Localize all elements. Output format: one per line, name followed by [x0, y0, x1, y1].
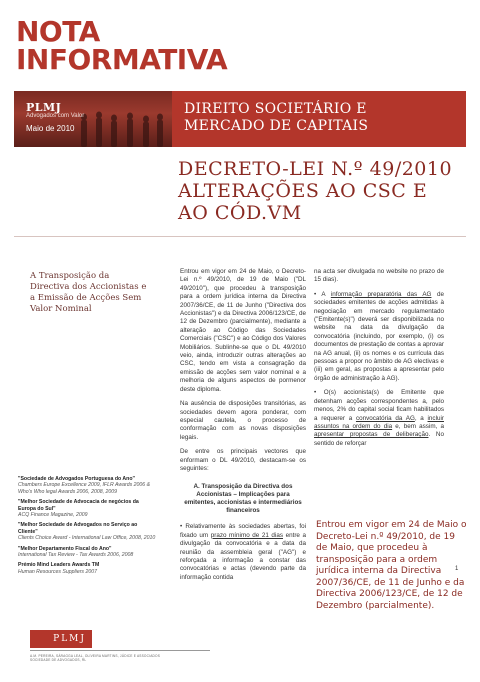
topic-line-1: DIREITO SOCIETÁRIO E: [184, 101, 367, 117]
paragraph: [180, 523, 306, 582]
award-item: [18, 499, 158, 518]
text-run: , a: [414, 414, 424, 422]
issue-date: Maio de 2010: [26, 124, 75, 133]
award-source: Human Resources Suppliers 2007: [18, 568, 98, 575]
body-column-2: [314, 268, 444, 454]
decree-title: [178, 158, 468, 224]
award-title: "Sociedade de Advogados Portuguesa do Ano": [18, 476, 135, 482]
text-run: • A: [314, 290, 326, 298]
banner-photo: [14, 91, 172, 147]
award-title: "Melhor Sociedade de Advogados no Serviço ao Cliente": [18, 522, 138, 535]
underlined-term: apresentar propostas de deliberação: [314, 431, 429, 439]
award-source: International Tax Review - Tax Awards 2006, 2008: [18, 552, 134, 559]
plmj-logo: PLMJ: [26, 101, 62, 114]
footer-plmj-logo: PLMJ: [30, 630, 92, 648]
award-item: [18, 546, 158, 559]
award-item: [18, 522, 158, 541]
footer-divider: [30, 650, 210, 651]
text-run: e, bem assim, a: [395, 422, 444, 430]
paragraph: Na ausência de disposições transitórias, as sociedades devem agora ponderar, com especial cautela, o processo de conformação com as novas disposições legais.: [180, 400, 306, 441]
paragraph: na acta ser divulgada no website no prazo de 15 dias).: [314, 268, 444, 284]
divider: [14, 236, 466, 237]
topic-line-2: MERCADO DE CAPITAIS: [184, 118, 369, 134]
award-title: "Melhor Departamento Fiscal do Ano": [18, 545, 112, 552]
title-line-2: INFORMATIVA: [16, 43, 228, 76]
award-title: Prémio Mind Leaders Awards TM: [18, 562, 100, 569]
award-title: "Melhor Sociedade de Advocacia de negócios da Europa do Sul": [18, 499, 139, 512]
paragraph: [314, 291, 444, 383]
decree-title-line-1: DECRETO-LEI N.º 49/2010: [178, 158, 453, 180]
pull-quote: Entrou em vigor em 24 de Maio o Decreto-Lei n.º 49/2010, de 19 de Maio, que procedeu à transposição para a ordem jurídica interna da Directiva 2007/36/CE, de 11 de Junho e da Directiva 2006/123/CE, de 12 de Dezembro (parcialmente).: [316, 520, 467, 611]
award-item: [18, 476, 158, 495]
awards-list: [18, 476, 158, 579]
underlined-term: informação preparatória das AG: [330, 290, 432, 298]
text-run: entre a divulgação da convocatória e a data da reunião da assembleia geral ("AG") e reforçada a informação a constar das convocatórias e actas (devendo parte da informação contida: [180, 531, 306, 581]
award-source: Chambers Europe Excellence 2009, IFLR Awards 2006 & Who's Who legal Awards 2006, 2008, 2009: [18, 482, 151, 495]
page-number: 1: [455, 566, 459, 572]
text-run: • Relativamente às sociedades abertas, foi fixado um: [180, 523, 306, 539]
award-source: ACQ Finance Magazine, 2009: [18, 512, 88, 519]
award-item: [18, 562, 158, 575]
underlined-term: prazo mínimo de 21 dias: [210, 531, 283, 539]
decree-title-line-2: ALTERAÇÕES AO CSC E: [178, 180, 428, 202]
text-run: . No sentido de reforçar: [314, 431, 444, 447]
title-line-1: NOTA: [16, 15, 100, 48]
text-run: • O(s) accionista(s) de Emitente que detenham acções correspondentes a, pelo menos, 2% do capital social ficam habilitados a requerer a: [314, 389, 444, 422]
header-banner: [14, 91, 466, 147]
footer-firm-name: A.M. PEREIRA, SÁRAGGA LEAL, OLIVEIRA MARTINS, JÚDICE E ASSOCIADOS SOCIEDADE DE ADVOGADOS, RL: [30, 654, 161, 662]
award-source: Clients Choice Award - International Law Office, 2008, 2010: [18, 535, 156, 542]
newsletter-title: [16, 15, 228, 76]
plmj-tagline: Advogados com Valor: [26, 113, 85, 119]
article-summary: A Transposição da Directiva dos Accionistas e a Emissão de Acções Sem Valor Nominal: [30, 271, 147, 314]
underlined-term: convocatória da AG: [355, 414, 415, 422]
paragraph: De entre os principais vectores que enformam o DL 49/2010, destacam-se os seguintes:: [180, 448, 306, 472]
paragraph: [314, 389, 444, 448]
decree-title-line-3: AO CÓD.VM: [178, 202, 302, 224]
paragraph: Entrou em vigor em 24 de Maio, o Decreto-Lei n.º 49/2010, de 19 de Maio ("DL 49/2010"), que procedeu à transposição para a ordem jurídica interna da Directiva 2007/36/CE, de 11 de Junho ("Directiva dos Accionistas") e da Directiva 2006/123/CE, de 12 de Dezembro (parcialmente), mediante a alteração ao Código das Sociedades Comerciais ("CSC") e ao Código dos Valores Mobiliários. Sublinhe-se que o DL 49/2010 veio, ainda, introduzir outras alterações ao CSC, tendo em vista a consagração da emissão de acções sem valor nominal e a melhoria de alguns aspectos de pormenor deste diploma.: [180, 268, 306, 393]
text-run: de sociedades emitentes de acções admitidas à negociação em mercado regulamentado ("Emitente(s)") deverá ser disponibilizada no website na data da divulgação da convocatória (incluindo, por exemplo, (i) os documentos de prestação de contas a aprovar na AG anual, (ii) os nomes e os currícula das pessoas a propor no âmbito de AG electivas e (iii) em geral, as propostas a apresentar pelo órgão de administração à AG).: [314, 290, 445, 382]
body-column-1: [180, 268, 306, 588]
topic-heading: [172, 91, 466, 147]
section-subheading: A. Transposição da Directiva dos Accionistas – Implicações para emitentes, accionistas e intermediários financeiros: [184, 483, 302, 515]
underlined-term: incluir assuntos na ordem do dia: [314, 414, 444, 430]
